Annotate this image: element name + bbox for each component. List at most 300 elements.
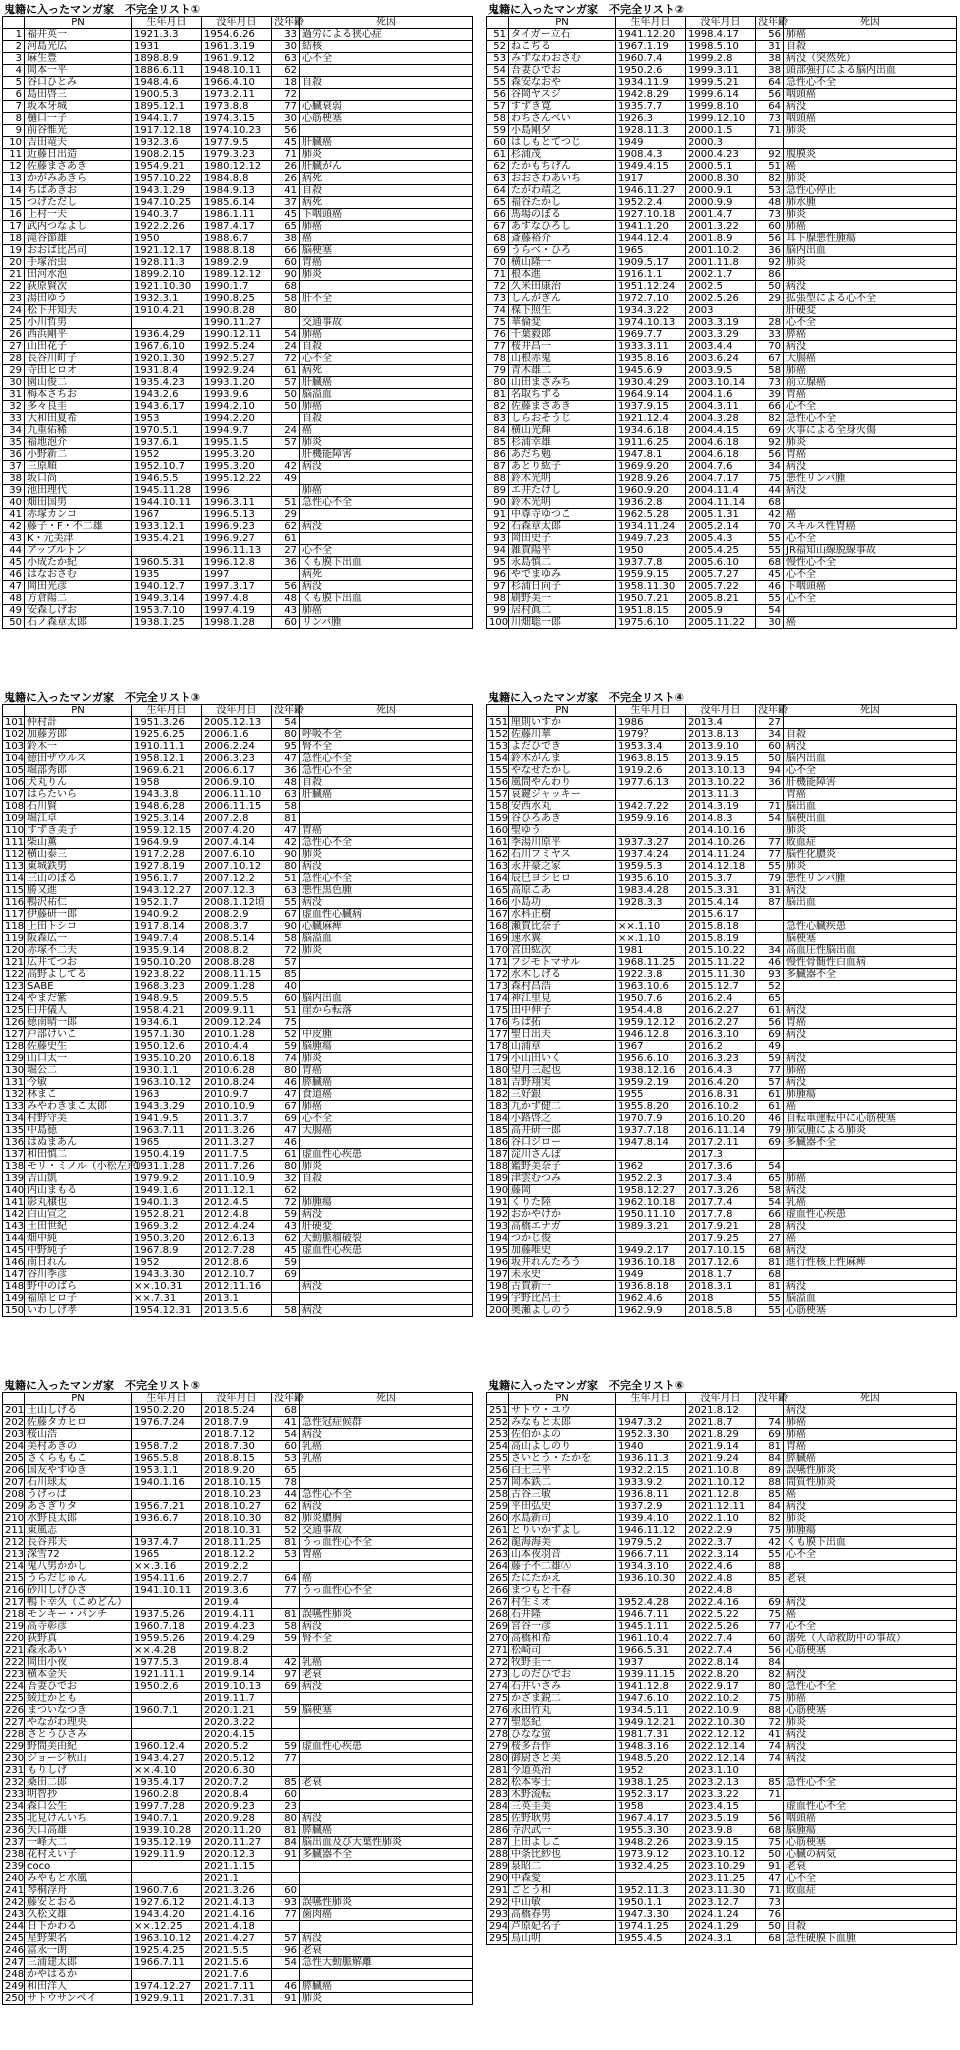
row-number: 116	[3, 897, 25, 909]
birth-date: 1974.10.13	[616, 317, 686, 329]
death-date: 2022.7.4	[686, 1633, 756, 1645]
table-row	[3, 281, 473, 293]
birth-date: 1968.3.23	[132, 981, 202, 993]
death-age: 46	[272, 1137, 300, 1149]
birth-date: 1935.7.7	[616, 101, 686, 113]
row-number: 295	[487, 1933, 509, 1945]
artist-name: 芦原妃名子	[509, 1921, 616, 1933]
death-date: 2017.3.26	[686, 1185, 756, 1197]
death-cause	[300, 1561, 473, 1573]
artist-name: 岡本一平	[25, 65, 132, 77]
row-number: 101	[3, 717, 25, 729]
row-number: 85	[487, 437, 509, 449]
birth-date: 1947.6.10	[616, 1693, 686, 1705]
death-date: 2004.3.28	[686, 413, 756, 425]
table-row	[487, 1849, 957, 1861]
table-row	[487, 41, 957, 53]
birth-date: 1937.3.27	[616, 837, 686, 849]
death-cause: 敗血症	[784, 1885, 957, 1897]
death-date: 2001.11.8	[686, 257, 756, 269]
row-number: 176	[487, 1017, 509, 1029]
birth-date: 1960.7.4	[616, 53, 686, 65]
birth-date: ××.1.10	[616, 933, 686, 945]
table-row	[487, 329, 957, 341]
row-number: 45	[3, 557, 25, 569]
row-number: 201	[3, 1405, 25, 1417]
death-age: 61	[272, 365, 300, 377]
death-cause: 敗血症	[784, 837, 957, 849]
artist-name: 国友やすゆき	[25, 1465, 132, 1477]
death-age: 72	[272, 353, 300, 365]
table-row	[487, 125, 957, 137]
death-cause: 肺炎	[784, 257, 957, 269]
death-cause: 膵臓癌	[784, 1453, 957, 1465]
table-row	[3, 789, 473, 801]
birth-date: 1934.3.22	[616, 305, 686, 317]
death-cause: 病没	[784, 1405, 957, 1417]
row-number: 24	[3, 305, 25, 317]
row-number: 253	[487, 1429, 509, 1441]
birth-date: 1952.3.30	[616, 1429, 686, 1441]
table-row	[3, 1197, 473, 1209]
death-age: 88	[756, 1561, 784, 1573]
death-cause: 心不全	[300, 53, 473, 65]
artist-name: 長谷邦夫	[25, 1537, 132, 1549]
artist-name: 星野架名	[25, 1933, 132, 1945]
row-number: 173	[487, 981, 509, 993]
artist-name: 森永あい	[25, 1645, 132, 1657]
birth-date: 1974.1.25	[616, 1921, 686, 1933]
table-row	[3, 1945, 473, 1957]
death-date: 2023.2.13	[686, 1777, 756, 1789]
death-age: 56	[756, 89, 784, 101]
header-row	[3, 17, 473, 29]
table-row	[3, 1005, 473, 1017]
death-cause: 肺炎	[784, 437, 957, 449]
row-number: 30	[3, 377, 25, 389]
death-cause: 脳内出血	[784, 753, 957, 765]
death-cause: 結核	[300, 41, 473, 53]
birth-date: 1886.6.11	[132, 65, 202, 77]
death-date: 2009.1.28	[202, 981, 272, 993]
birth-date: 1960.7.6	[132, 1885, 202, 1897]
row-number: 54	[487, 65, 509, 77]
row-number: 13	[3, 173, 25, 185]
death-age: 51	[272, 873, 300, 885]
death-age: 51	[272, 1005, 300, 1017]
death-age: 49	[272, 473, 300, 485]
birth-date: 1937.4.7	[132, 1537, 202, 1549]
row-number: 58	[487, 113, 509, 125]
death-cause: 心不全	[784, 533, 957, 545]
table-row	[487, 1705, 957, 1717]
row-number: 1	[3, 29, 25, 41]
death-age: 60	[272, 257, 300, 269]
row-number: 6	[3, 89, 25, 101]
artist-name: 寺田ヒロオ	[25, 365, 132, 377]
death-cause: 肺炎	[300, 849, 473, 861]
death-age	[756, 1585, 784, 1597]
table-row	[487, 1753, 957, 1765]
artist-name: はぬまあん	[25, 1137, 132, 1149]
header-row	[487, 17, 957, 29]
death-age: 59	[272, 1705, 300, 1717]
death-date: 2021.10.8	[686, 1465, 756, 1477]
death-date: 2023.12.7	[686, 1897, 756, 1909]
row-number: 49	[3, 605, 25, 617]
birth-date: 1943.1.29	[132, 185, 202, 197]
death-cause: 急性心臓疾患	[784, 921, 957, 933]
artist-name: 楳下照生	[509, 305, 616, 317]
birth-date: 1955	[616, 1089, 686, 1101]
death-cause: 肝臓がん	[300, 161, 473, 173]
birth-date: 1956.1.7	[132, 873, 202, 885]
row-number: 59	[487, 125, 509, 137]
death-cause: 乳癌	[300, 1441, 473, 1453]
death-age: 42	[272, 1657, 300, 1669]
artist-name: coco	[25, 1861, 132, 1873]
artist-name: 杉浦幸雄	[509, 437, 616, 449]
artist-name: 松下井知夫	[25, 305, 132, 317]
birth-date: 1950.2.6	[616, 65, 686, 77]
table-row	[3, 729, 473, 741]
death-date: 2013.9.10	[686, 741, 756, 753]
death-date: 1988.6.7	[202, 233, 272, 245]
table-row	[3, 449, 473, 461]
death-date: 1990.8.28	[202, 305, 272, 317]
death-age: 40	[272, 981, 300, 993]
birth-date: 1963.10.6	[616, 981, 686, 993]
death-cause: 急性心不全	[784, 413, 957, 425]
birth-date: 1967.4.17	[616, 1813, 686, 1825]
death-date: 2017.12.6	[686, 1257, 756, 1269]
birth-date: 1945.11.28	[132, 485, 202, 497]
birth-date: 1925.4.25	[132, 1945, 202, 1957]
table-row	[3, 1837, 473, 1849]
death-age: 93	[756, 969, 784, 981]
row-number: 70	[487, 257, 509, 269]
table-row	[487, 377, 957, 389]
death-cause: 病没	[784, 1053, 957, 1065]
death-age: 93	[272, 1897, 300, 1909]
artist-name: 白土三平	[509, 1465, 616, 1477]
row-number: 79	[487, 365, 509, 377]
row-number: 166	[487, 897, 509, 909]
death-date: 2005.4.3	[686, 533, 756, 545]
header-cause: 死因	[300, 17, 473, 29]
death-cause: 脳梗塞	[300, 1705, 473, 1717]
death-date: 2019.11.7	[202, 1693, 272, 1705]
death-date: 2006.6.17	[202, 765, 272, 777]
death-cause: 急性心不全	[784, 1777, 957, 1789]
death-cause: 肺癌	[784, 221, 957, 233]
death-age: 63	[272, 789, 300, 801]
header-cause: 死因	[784, 1393, 957, 1405]
death-date: 2000.4.23	[686, 149, 756, 161]
row-number: 252	[487, 1417, 509, 1429]
death-date: 2021.3.26	[202, 1885, 272, 1897]
death-cause: うっ血性心不全	[300, 1585, 473, 1597]
birth-date: 1973.9.12	[616, 1849, 686, 1861]
death-cause: 肺炎	[784, 173, 957, 185]
death-date: 2021.1	[202, 1873, 272, 1885]
row-number: 20	[3, 257, 25, 269]
birth-date: 1970.5.1	[132, 425, 202, 437]
row-number: 66	[487, 209, 509, 221]
birth-date: 1929.9.11	[132, 1993, 202, 2005]
death-age	[756, 1765, 784, 1777]
row-number: 255	[487, 1453, 509, 1465]
header-cause: 死因	[300, 705, 473, 717]
row-number: 144	[3, 1233, 25, 1245]
table-row	[3, 29, 473, 41]
death-age: 43	[272, 605, 300, 617]
death-date: 1996.5.13	[202, 509, 272, 521]
birth-date: 1964.9.9	[132, 837, 202, 849]
row-number: 222	[3, 1657, 25, 1669]
death-cause	[784, 1041, 957, 1053]
birth-date: 1917.8.14	[132, 921, 202, 933]
row-number: 237	[3, 1837, 25, 1849]
artist-name: 川畑聡一郎	[509, 617, 616, 629]
birth-date: 1940.12.7	[132, 581, 202, 593]
death-date: 2008.5.14	[202, 933, 272, 945]
artist-name: 佐藤川華	[509, 729, 616, 741]
row-number: 34	[3, 425, 25, 437]
artist-name: みなもと太郎	[509, 1417, 616, 1429]
death-age: 70	[756, 521, 784, 533]
death-cause: 病死	[300, 569, 473, 581]
death-date: 2005.11.22	[686, 617, 756, 629]
birth-date: 1940	[616, 1441, 686, 1453]
row-number: 239	[3, 1861, 25, 1873]
death-cause: 病没	[300, 521, 473, 533]
row-number: 94	[487, 545, 509, 557]
death-date: 1999.3.11	[686, 65, 756, 77]
table-row	[3, 1897, 473, 1909]
artist-name: 鴨沢祐仁	[25, 897, 132, 909]
death-date: 1996.11.13	[202, 545, 272, 557]
header-num	[3, 705, 25, 717]
table-row	[3, 161, 473, 173]
table-row	[3, 209, 473, 221]
death-cause: 肺癌	[784, 1065, 957, 1077]
artist-name: 坂本牙城	[25, 101, 132, 113]
birth-date	[132, 1729, 202, 1741]
death-age: 67	[272, 909, 300, 921]
death-date: 1984.8.8	[202, 173, 272, 185]
table-row	[487, 509, 957, 521]
death-cause: 病死	[300, 365, 473, 377]
death-cause: 脳梗出血	[784, 813, 957, 825]
death-date: 1984.9.13	[202, 185, 272, 197]
table-row	[487, 1269, 957, 1281]
death-date: 2004.11.14	[686, 497, 756, 509]
death-age: 54	[756, 1161, 784, 1173]
death-age: 77	[756, 849, 784, 861]
birth-date: 1934.6.18	[616, 425, 686, 437]
death-cause: 肺炎	[300, 149, 473, 161]
death-date: 2014.10.16	[686, 825, 756, 837]
row-number: 198	[487, 1281, 509, 1293]
death-date: 2015.8.18	[686, 921, 756, 933]
death-age: 50	[272, 389, 300, 401]
death-date: 2021.7.11	[202, 1981, 272, 1993]
death-date: 1990.1.7	[202, 281, 272, 293]
artist-name: もりしげ	[25, 1765, 132, 1777]
death-cause: 多臓器不全	[784, 1137, 957, 1149]
table-row	[487, 813, 957, 825]
table-row	[3, 1741, 473, 1753]
death-date: 2015.6.17	[686, 909, 756, 921]
death-age: 77	[756, 837, 784, 849]
birth-date: 1967	[616, 1041, 686, 1053]
artist-name: 長谷川町子	[25, 353, 132, 365]
death-date: 2023.10.29	[686, 1861, 756, 1873]
table-row	[3, 753, 473, 765]
death-cause: 肺炎	[300, 437, 473, 449]
birth-date: 1934.11.24	[616, 521, 686, 533]
row-number: 113	[3, 861, 25, 873]
birth-date: 1959.5.26	[132, 1633, 202, 1645]
table-row	[3, 1609, 473, 1621]
death-date: 2018.11.25	[202, 1537, 272, 1549]
artist-name: 鈴木がんま	[509, 753, 616, 765]
table-row	[3, 1077, 473, 1089]
artist-name: 園山俊二	[25, 377, 132, 389]
row-number: 169	[487, 933, 509, 945]
row-number: 88	[487, 473, 509, 485]
death-date: 2021.4.16	[202, 1909, 272, 1921]
header-cause: 死因	[300, 1393, 473, 1405]
table-row	[487, 1405, 957, 1417]
birth-date: 1926.3	[616, 113, 686, 125]
table-row	[3, 137, 473, 149]
table-row	[487, 1501, 957, 1513]
death-cause	[300, 1885, 473, 1897]
table-row	[3, 921, 473, 933]
artist-name: 矢口高雄	[25, 1825, 132, 1837]
death-date: 2018.5.8	[686, 1305, 756, 1317]
death-age: 56	[272, 581, 300, 593]
death-cause: 前立腺癌	[784, 377, 957, 389]
artist-name: 藤子・F・不二雄	[25, 521, 132, 533]
artist-name: 青木雄二	[509, 365, 616, 377]
header-row	[3, 705, 473, 717]
row-number: 175	[487, 1005, 509, 1017]
header-pn: PN	[25, 705, 132, 717]
death-age: 88	[756, 1477, 784, 1489]
table-row	[487, 1477, 957, 1489]
death-cause: 病没	[784, 885, 957, 897]
artist-name: すずき美子	[25, 825, 132, 837]
row-number: 199	[487, 1293, 509, 1305]
row-number: 135	[3, 1125, 25, 1137]
row-number: 218	[3, 1609, 25, 1621]
death-cause: 病死	[300, 173, 473, 185]
artist-name: 影丸穣也	[25, 1197, 132, 1209]
row-number: 111	[3, 837, 25, 849]
birth-date: 1909.5.17	[616, 257, 686, 269]
birth-date: 1969.7.7	[616, 329, 686, 341]
row-number: 96	[487, 569, 509, 581]
death-date: 2014.3.19	[686, 801, 756, 813]
row-number: 153	[487, 741, 509, 753]
row-number: 223	[3, 1669, 25, 1681]
death-cause	[300, 1465, 473, 1477]
death-age: 77	[272, 1909, 300, 1921]
birth-date: 1953.3.4	[616, 741, 686, 753]
row-number: 145	[3, 1245, 25, 1257]
birth-date: 1900.5.3	[132, 89, 202, 101]
birth-date: 1952.2.4	[616, 197, 686, 209]
artist-name: 広井てつお	[25, 957, 132, 969]
artist-name: タイガー立石	[509, 29, 616, 41]
death-cause: 肝機能障害	[784, 777, 957, 789]
birth-date: 1922.2.26	[132, 221, 202, 233]
death-cause: 心筋梗塞	[300, 113, 473, 125]
header-birth: 生年月日	[132, 17, 202, 29]
death-date: 2012.11.16	[202, 1281, 272, 1293]
death-age: 79	[756, 1125, 784, 1137]
artist-name: 土山しげる	[25, 1405, 132, 1417]
birth-date: 1948.3.16	[616, 1741, 686, 1753]
birth-date: 1949.7.23	[616, 533, 686, 545]
death-cause: 老衰	[300, 1945, 473, 1957]
birth-date: 1989.3.21	[616, 1221, 686, 1233]
death-date: 2022.8.20	[686, 1669, 756, 1681]
death-age: 84	[272, 1837, 300, 1849]
table-row	[487, 317, 957, 329]
death-cause: 自殺	[300, 185, 473, 197]
death-age: 26	[272, 161, 300, 173]
artist-name: 上田よしこ	[509, 1837, 616, 1849]
table-row	[3, 437, 473, 449]
row-number: 193	[487, 1221, 509, 1233]
death-date: 2012.4.5	[202, 1197, 272, 1209]
death-age: 58	[272, 801, 300, 813]
death-cause: 肺癌	[784, 1429, 957, 1441]
death-date: 2012.8.6	[202, 1257, 272, 1269]
death-date: 2020.5.12	[202, 1753, 272, 1765]
artist-name: 水野良太郎	[25, 1513, 132, 1525]
birth-date: 1950	[132, 233, 202, 245]
death-date: 2011.7.26	[202, 1161, 272, 1173]
death-date: 2019.9.14	[202, 1669, 272, 1681]
table-row	[3, 1909, 473, 1921]
death-cause: 脳梗塞	[300, 245, 473, 257]
death-cause: 胃癌	[784, 389, 957, 401]
header-birth: 生年月日	[132, 1393, 202, 1405]
death-date: 2016.3.10	[686, 1029, 756, 1041]
death-age	[272, 1873, 300, 1885]
death-date: 1997.4.8	[202, 593, 272, 605]
death-cause: 肺腫瘍	[784, 1525, 957, 1537]
table-row	[487, 149, 957, 161]
table-row	[487, 1005, 957, 1017]
artist-name: 野中のばら	[25, 1281, 132, 1293]
birth-date: 1962	[616, 1161, 686, 1173]
death-cause	[300, 1753, 473, 1765]
death-cause: 肝臓癌	[300, 137, 473, 149]
death-date: 2008.8.2	[202, 945, 272, 957]
birth-date: 1956.6.10	[616, 1053, 686, 1065]
artist-name: 山根赤鬼	[509, 353, 616, 365]
birth-date	[132, 1717, 202, 1729]
death-age: 62	[272, 1501, 300, 1513]
table-row	[487, 233, 957, 245]
row-number: 68	[487, 233, 509, 245]
